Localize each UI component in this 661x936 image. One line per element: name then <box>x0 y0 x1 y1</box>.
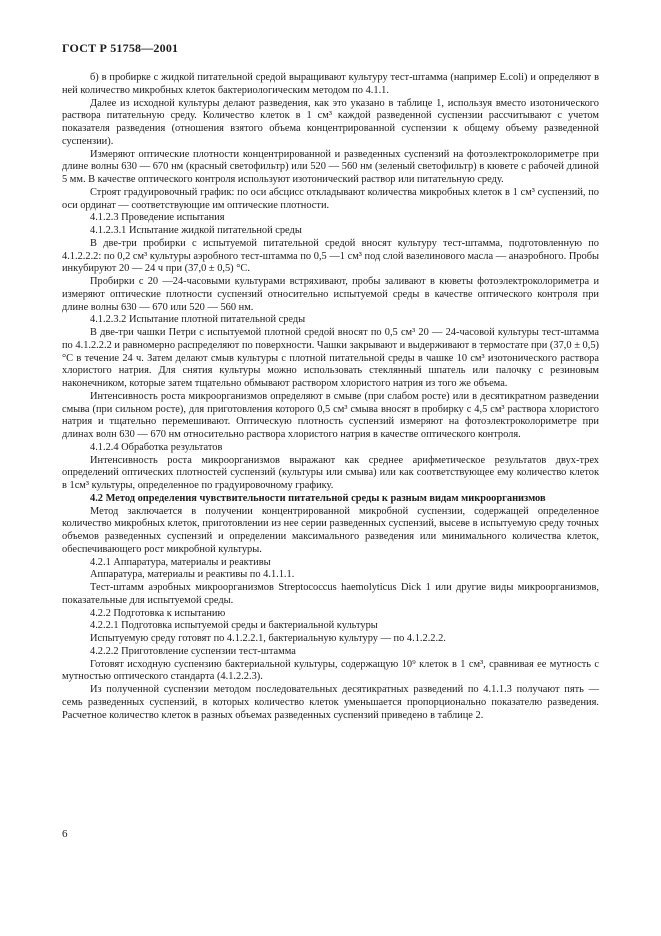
body-paragraph: б) в пробирке с жидкой питательной средой выращивают культуру тест-штамма (например E.coli) и определяют в ней количество микробных клеток бактериологическим методом по 4.1.1. <box>62 72 599 96</box>
body-paragraph: 4.1.2.3 Проведение испытания <box>90 212 225 224</box>
body-paragraph: В две-три пробирки с испытуемой питательной средой вносят культуру тест-штамма, подготовленную по 4.1.2.2.2: по 0,2 см³ культуры аэробного тест-штамма по 0,5 —1 см³ под слой вазелинового масла — анаэробного. Пробы инкубируют 20 — 24 ч при (37,0 ± 0,5) °С. <box>62 237 599 275</box>
body-paragraph: В две-три чашки Петри с испытуемой плотной средой вносят по 0,5 см³ 20 — 24-часовой культуры тест-штамма по 4.1.2.2.2 и равномерно распределяют по поверхности. Чашки закрывают и выдерживают в термостате при (37,0 ± 0,5) °С в течение 24 ч. Затем делают смыв культуры с плотной питательной среды в чашке 10 см³ изотонического раствора хлористого натрия. Для снятия культуры можно использовать стеклянный шпатель или палочку с резиновым наконечником, которые затем тщательно обмывают раствором хлористого натрия из того же объема. <box>62 327 599 389</box>
body-paragraph: 4.2.2.2 Приготовление суспензии тест-штамма <box>90 645 296 657</box>
body-paragraph: Интенсивность роста микроорганизмов определяют в смыве (при слабом росте) или в десятикратном разведении смыва (при сильном росте), для приготовления которого 0,5 см³ смыва вносят в пробирку с 4,5 см³ раствора хлористого натрия и тщательно перемешивают. Оптическую плотность суспензий измеряют на фотоэлектроколориметре при длинах волн 630 — 670 нм относительно раствора хлористого натрия в качестве оптического контроля. <box>62 390 599 440</box>
body-paragraph: 4.1.2.4 Обработка результатов <box>90 441 223 453</box>
section-heading: 4.2 Метод определения чувствительности питательной среды к разным видам микроорганизмов <box>90 492 546 504</box>
body-paragraph: Интенсивность роста микроорганизмов выражают как среднее арифметическое результатов двух-трех определений оптических плотностей суспензий (культуры или смыва) или как соответствующее ему количество клеток в 1см³ культуры, определенное по градуировочному графику. <box>62 454 599 491</box>
body-paragraph: 4.2.2 Подготовка к испытанию <box>90 607 226 619</box>
body-paragraph: Строят градуировочный график: по оси абсцисс откладывают количества микробных клеток в 1 см³ суспензий, по оси ординат — соответствующие им оптические плотности. <box>62 186 599 211</box>
body-paragraph: 4.2.2.1 Подготовка испытуемой среды и бактериальной культуры <box>90 620 378 632</box>
body-paragraph: 4.2.1 Аппаратура, материалы и реактивы <box>90 556 271 568</box>
body-paragraph: Аппаратура, материалы и реактивы по 4.1.1.1. <box>90 569 295 581</box>
document-body <box>62 72 599 722</box>
body-paragraph: Метод заключается в получении концентрированной микробной суспензии, содержащей определенное количество микробных клеток, приготовлении из нее серии разведенных суспензий, высеве в испытуемую среду точных объемов разведенных суспензий и определении максимального разведения или минимального количества клеток, обеспечивающего рост микробной культуры. <box>62 505 599 555</box>
body-paragraph: Пробирки с 20 —24-часовыми культурами встряхивают, пробы заливают в кюветы фотоэлектроколориметра и измеряют оптические плотности суспензий относительно испытуемой среды в качестве оптического контроля при длине волны 630 — 670 или 520 — 560 нм. <box>62 276 599 313</box>
body-paragraph: Измеряют оптические плотности концентрированной и разведенных суспензий на фотоэлектроколориметре при длине волны 630 — 670 нм (красный светофильтр) или 520 — 560 нм (зеленый светофильтр) в кювете с рабочей длиной 5 мм. В качестве оптического контроля используют изотонический раствор или питательную среду. <box>62 148 599 185</box>
body-paragraph: 4.1.2.3.2 Испытание плотной питательной среды <box>90 314 306 326</box>
body-paragraph: Тест-штамм аэробных микроорганизмов Streptococcus haemolyticus Dick 1 или другие виды микроорганизмов, показательные для испытуемой среды. <box>62 582 599 606</box>
body-paragraph: 4.1.2.3.1 Испытание жидкой питательной среды <box>90 225 302 236</box>
body-paragraph: Далее из исходной культуры делают разведения, как это указано в таблице 1, используя вместо изотонического раствора питательную среду. Количество клеток в 1 см³ каждой разведенной суспензии рассчитывают с учетом показателя разведения (отношения взятого объема концентрированной суспензии к общему объему разведенной суспензии). <box>62 97 599 147</box>
body-paragraph: Из полученной суспензии методом последовательных десятикратных разведений по 4.1.1.3 получают пять — семь разведенных суспензий, в которых количество клеток уменьшается пропорционально показателю разведения. Расчетное количество клеток в разных объемах разведенных суспензий приведено в таблице 2. <box>62 684 599 721</box>
page-number: 6 <box>62 828 68 840</box>
document-header: ГОСТ Р 51758—2001 <box>62 41 179 55</box>
body-paragraph: Готовят исходную суспензию бактериальной культуры, содержащую 10⁹ клеток в 1 см³, сравнивая ее мутность с мутностью оптического стандарта (4.1.2.2.3). <box>62 658 599 683</box>
body-paragraph: Испытуемую среду готовят по 4.1.2.2.1, бактериальную культуру — по 4.1.2.2.2. <box>90 633 446 644</box>
